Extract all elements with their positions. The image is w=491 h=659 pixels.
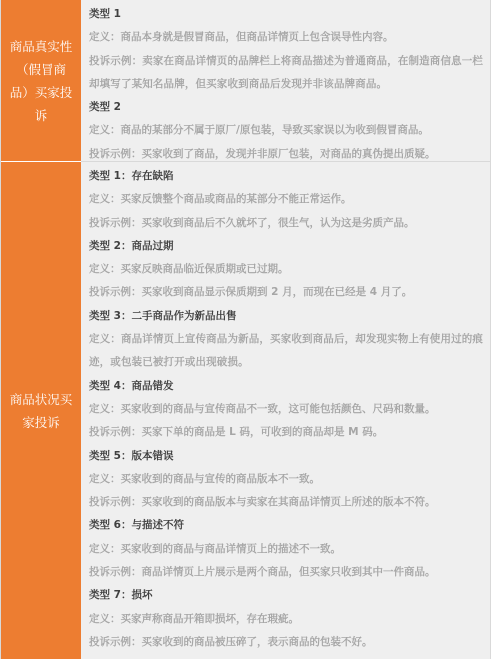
example-text: 投诉示例：买家收到的商品被压碎了，表示商品的包装不好。 xyxy=(89,635,373,648)
type-heading: 类型 5：版本错误 xyxy=(89,449,174,462)
type-heading: 类型 6：与描述不符 xyxy=(89,519,184,532)
definition-text: 定义：买家收到的商品与宣传的商品版本不一致。 xyxy=(89,472,320,485)
category-label: 商品真实性（假冒商品）买家投诉 xyxy=(9,38,73,123)
category-cell xyxy=(1,0,81,162)
table-row-condition xyxy=(1,162,490,659)
definition-text: 定义：买家声称商品开箱即损坏，存在瑕疵。 xyxy=(89,612,299,625)
example-text: 投诉示例：商品详情页上片展示是两个商品，但买家只收到其中一件商品。 xyxy=(89,566,436,579)
type-heading: 类型 3：二手商品作为新品出售 xyxy=(89,309,237,322)
example-text: 投诉示例：买家下单的商品是 L 码，可收到的商品却是 M 码。 xyxy=(89,426,384,439)
example-text: 投诉示例：卖家在商品详情页的品牌栏上将商品描述为普通商品，在制造商信息一栏却填写了某知名品牌，但买家收到商品后发现并非该品牌商品。 xyxy=(89,54,484,90)
example-text: 投诉示例：买家收到商品显示保质期到 2 月，而现在已经是 4 月了。 xyxy=(89,286,413,299)
type-heading: 类型 2：商品过期 xyxy=(89,239,174,252)
category-label: 商品状况买家投诉 xyxy=(9,391,73,430)
description-cell xyxy=(81,0,490,162)
type-heading: 类型 2 xyxy=(89,101,121,114)
definition-text: 定义：买家收到的商品与商品详情页上的描述不一致。 xyxy=(89,542,341,555)
type-heading: 类型 1：存在缺陷 xyxy=(89,170,174,182)
table-row-authenticity xyxy=(1,0,490,162)
definition-text: 定义：商品详情页上宣传商品为新品，买家收到商品后，却发现实物上有使用过的痕迹，或包装已被打开或出现破损。 xyxy=(89,333,484,369)
description-cell xyxy=(81,162,490,659)
example-text: 投诉示例：买家收到了商品，发现并非原厂包装，对商品的真伪提出质疑。 xyxy=(89,147,436,160)
definition-text: 定义：商品本身就是假冒商品，但商品详情页上包含误导性内容。 xyxy=(89,31,394,44)
definition-text: 定义：买家反映商品临近保质期或已过期。 xyxy=(89,263,289,276)
type-heading: 类型 4：商品错发 xyxy=(89,379,174,392)
definition-text: 定义：买家收到的商品与宣传商品不一致，这可能包括颜色、尺码和数量。 xyxy=(89,402,436,415)
example-text: 投诉示例：买家收到商品后不久就坏了，很生气，认为这是劣质产品。 xyxy=(89,216,415,229)
definition-text: 定义：商品的某部分不属于原厂/原包装，导致买家误以为收到假冒商品。 xyxy=(89,124,429,137)
definition-text: 定义：买家反馈整个商品或商品的某部分不能正常运作。 xyxy=(89,193,352,206)
type-heading: 类型 7：损坏 xyxy=(89,589,153,602)
example-text: 投诉示例：买家收到的商品版本与卖家在其商品详情页上所述的版本不符。 xyxy=(89,496,436,509)
type-heading: 类型 1 xyxy=(89,8,121,20)
category-cell xyxy=(1,162,81,659)
